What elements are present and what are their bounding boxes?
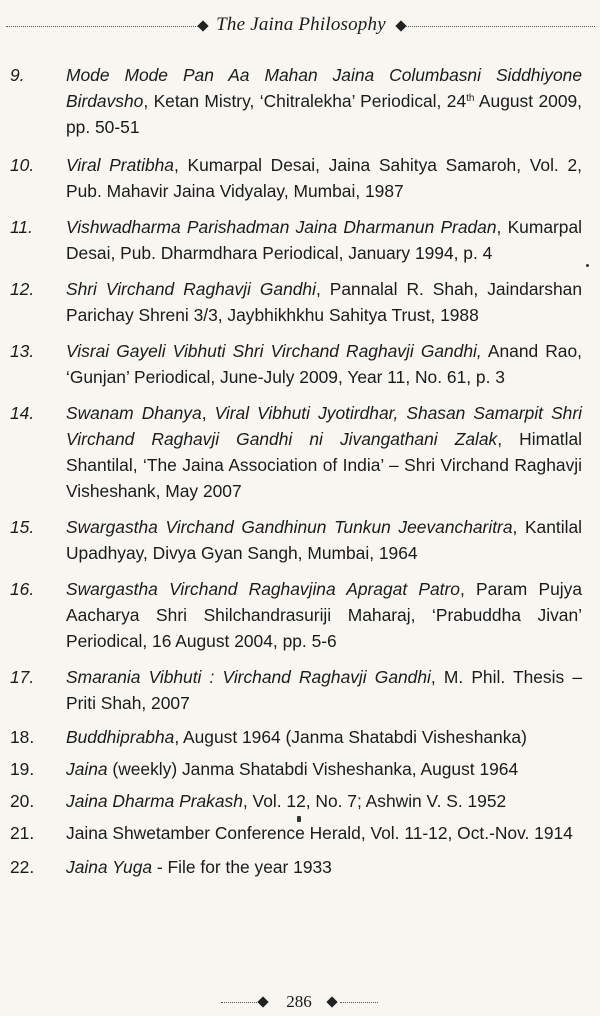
reference-item	[10, 400, 582, 504]
reference-number: 21.	[10, 823, 35, 843]
reference-item	[10, 820, 582, 846]
reference-text	[66, 724, 582, 750]
reference-detail-segment: Anand Rao, ‘Gunjan’ Periodical, June-July 2009, Year 11, No. 61, p. 3	[66, 341, 582, 387]
diamond-ornament-icon	[257, 996, 268, 1007]
header-rule-left	[6, 26, 202, 27]
reference-text	[66, 514, 582, 566]
reference-title-segment: Vishwadharma Parishadman Jaina Dharmanun Pradan	[66, 217, 497, 237]
footer-rule-left	[221, 1002, 259, 1003]
reference-item	[10, 214, 582, 266]
reference-title-segment: Buddhiprabha	[66, 727, 175, 747]
reference-text	[66, 756, 582, 782]
diamond-ornament-icon	[326, 996, 337, 1007]
reference-detail-segment: (weekly) Janma Shatabdi Visheshanka, August 1964	[107, 759, 519, 779]
reference-number: 20.	[10, 791, 35, 811]
reference-detail-segment: , Vol. 12, No. 7; Ashwin V. S. 1952	[242, 791, 507, 811]
reference-title-segment: Shri Virchand Raghavji Gandhi	[66, 279, 316, 299]
page-footer	[0, 992, 600, 1012]
ink-speck	[586, 264, 589, 267]
reference-detail-segment: , Kumarpal Desai, Pub. Dharmdhara Periodical, January 1994, p. 4	[66, 217, 582, 263]
reference-detail-segment: , Pannalal R. Shah, Jaindarshan Parichay Shreni 3/3, Jaybhikhkhu Sahitya Trust, 1988	[66, 279, 582, 325]
reference-title-segment: Smarania Vibhuti : Virchand Raghavji Gandhi	[66, 667, 431, 687]
reference-text	[66, 276, 582, 328]
reference-text	[66, 338, 582, 390]
reference-text	[66, 62, 582, 140]
reference-number: 22.	[10, 857, 35, 877]
page-number: 286	[286, 992, 312, 1011]
diamond-ornament-icon	[197, 20, 208, 31]
reference-detail-segment: , August 1964 (Janma Shatabdi Visheshanka)	[174, 727, 527, 747]
reference-number: 10.	[10, 155, 35, 175]
footer-rule-right	[340, 1002, 378, 1003]
reference-item	[10, 514, 582, 566]
reference-list	[10, 52, 582, 880]
reference-detail-segment: , Kumarpal Desai, Jaina Sahitya Samaroh, Vol. 2, Pub. Mahavir Jaina Vidyalay, Mumbai, 1987	[66, 155, 582, 201]
reference-item	[10, 338, 582, 390]
reference-number: 15.	[10, 517, 35, 537]
reference-number: 17.	[10, 667, 35, 687]
reference-item	[10, 576, 582, 654]
header-rule-right	[405, 26, 595, 27]
reference-text	[66, 788, 582, 814]
running-title: The Jaina Philosophy	[216, 14, 386, 35]
reference-title-segment: Swargastha Virchand Raghavjina Apragat Patro	[66, 579, 460, 599]
reference-detail-segment: , Kantilal Upadhyay, Divya Gyan Sangh, Mumbai, 1964	[66, 517, 582, 563]
reference-title-segment: Viral Vibhuti Jyotirdhar, Shasan Samarpit Shri Virchand Raghavji Gandhi ni Jivangathani Zalak	[66, 403, 583, 449]
reference-number: 19.	[10, 759, 35, 779]
reference-item	[10, 62, 582, 140]
ink-speck	[297, 816, 301, 822]
reference-number: 14.	[10, 403, 35, 423]
reference-title-segment: Mode Mode Pan Aa Mahan Jaina Columbasni Siddhiyone Birdavsho	[66, 65, 582, 111]
reference-detail-segment: Jaina Shwetamber Conference Herald, Vol. 11-12, Oct.-Nov. 1914	[66, 823, 573, 843]
reference-title-segment: Jaina	[66, 759, 108, 779]
reference-detail-segment: , Ketan Mistry, ‘Chitralekha’ Periodical, 24	[143, 91, 467, 111]
reference-title-segment: Jaina Dharma Prakash	[66, 791, 243, 811]
reference-item	[10, 664, 582, 716]
reference-text	[66, 576, 582, 654]
reference-item	[10, 756, 582, 782]
reference-number: 9.	[10, 65, 25, 85]
reference-detail-segment: , Himatlal Shantilal, ‘The Jaina Association of India’ – Shri Virchand Raghavji Visheshank, May 2007	[66, 429, 582, 501]
reference-number: 11.	[10, 217, 33, 237]
reference-item	[10, 152, 582, 204]
reference-text	[66, 214, 582, 266]
reference-title-segment: Swargastha Virchand Gandhinun Tunkun Jeevancharitra	[66, 517, 513, 537]
reference-detail-segment: - File for the year 1933	[152, 857, 332, 877]
reference-item	[10, 724, 582, 750]
reference-title-segment: Visrai Gayeli Vibhuti Shri Virchand Raghavji Gandhi,	[66, 341, 482, 361]
reference-number: 16.	[10, 579, 35, 599]
reference-item	[10, 854, 582, 880]
reference-text	[66, 152, 582, 204]
running-header	[0, 14, 600, 40]
reference-detail-segment: , Param Pujya Aacharya Shri Shilchandrasuriji Maharaj, ‘Prabuddha Jivan’ Periodical, 16 August 2004, pp. 5-6	[66, 579, 583, 651]
reference-number: 12.	[10, 279, 35, 299]
reference-number: 13.	[10, 341, 35, 361]
reference-title-segment: Jaina Yuga	[66, 857, 153, 877]
reference-text	[66, 664, 582, 716]
reference-item	[10, 788, 582, 814]
reference-detail-segment: , M. Phil. Thesis – Priti Shah, 2007	[66, 667, 582, 713]
reference-number: 18.	[10, 727, 35, 747]
reference-text	[66, 400, 582, 504]
reference-detail-segment: th	[466, 93, 475, 104]
reference-title-segment: Viral Pratibha	[66, 155, 174, 175]
reference-item	[10, 276, 582, 328]
reference-title-segment: Swanam Dhanya	[66, 403, 202, 423]
reference-detail-segment: ,	[201, 403, 215, 423]
reference-text	[66, 820, 582, 846]
reference-text	[66, 854, 582, 880]
reference-detail-segment: August 2009, pp. 50-51	[66, 91, 582, 137]
